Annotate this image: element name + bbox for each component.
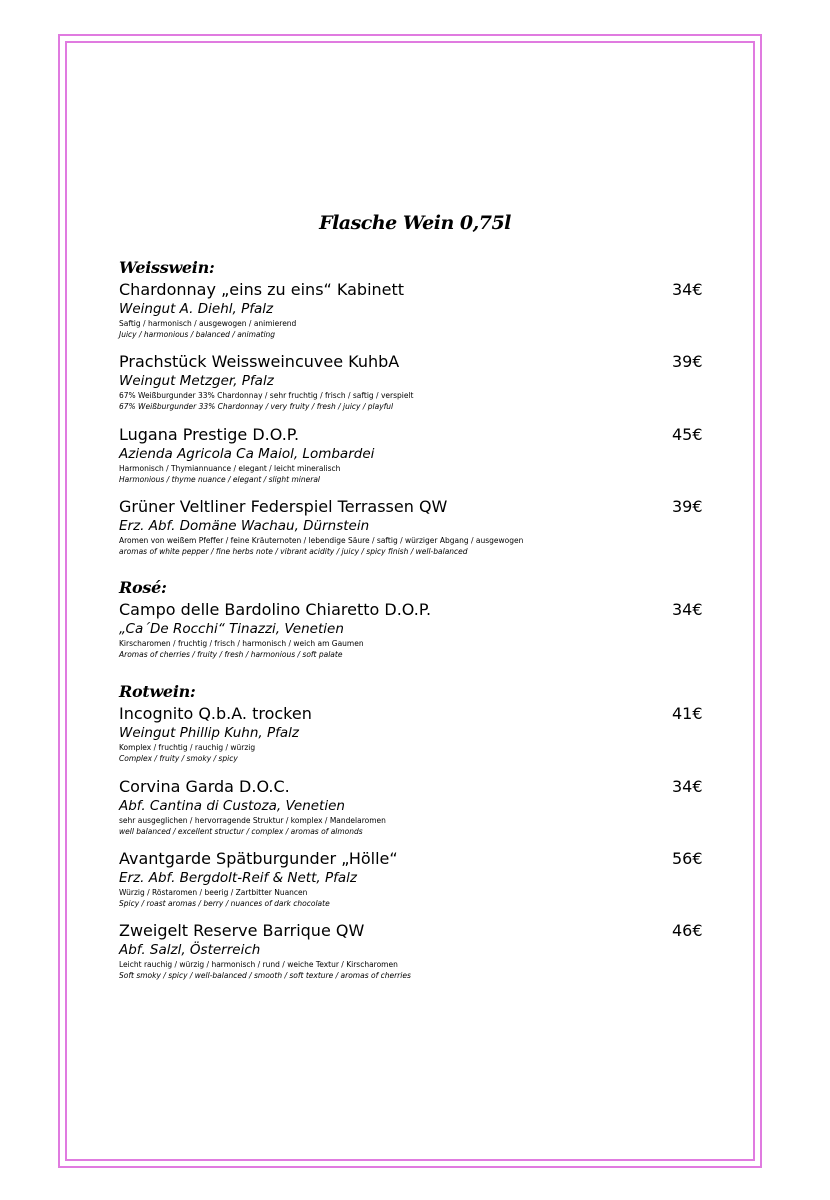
wine-price: 34€ — [672, 777, 703, 796]
wine-producer: Weingut A. Diehl, Pfalz — [119, 301, 274, 317]
wine-producer: Weingut Phillip Kuhn, Pfalz — [119, 725, 299, 741]
wine-description-de: 67% Weißburgunder 33% Chardonnay / sehr fruchtig / frisch / saftig / verspielt — [119, 391, 414, 400]
wine-name: Incognito Q.b.A. trocken — [119, 704, 312, 723]
wine-description-de: Harmonisch / Thymiannuance / elegant / leicht mineralisch — [119, 464, 341, 473]
wine-name: Chardonnay „eins zu eins“ Kabinett — [119, 280, 405, 299]
wine-price: 34€ — [672, 600, 703, 619]
section-heading-weisswein: Weisswein: — [119, 258, 215, 277]
section-heading-rose: Rosé: — [119, 578, 167, 597]
wine-name: Lugana Prestige D.O.P. — [119, 425, 300, 444]
wine-description-en: well balanced / excellent structur / complex / aromas of almonds — [119, 827, 363, 836]
wine-price: 41€ — [672, 704, 703, 723]
wine-name: Zweigelt Reserve Barrique QW — [119, 921, 365, 940]
wine-description-de: Komplex / fruchtig / rauchig / würzig — [119, 743, 256, 752]
wine-description-de: Leicht rauchig / würzig / harmonisch / rund / weiche Textur / Kirscharomen — [119, 960, 398, 969]
wine-description-en: aromas of white pepper / fine herbs note / vibrant acidity / juicy / spicy finish / well-balanced — [119, 547, 468, 556]
wine-description-en: Aromas of cherries / fruity / fresh / harmonious / soft palate — [119, 650, 343, 659]
section-heading-rotwein: Rotwein: — [119, 682, 196, 701]
wine-name: Corvina Garda D.O.C. — [119, 777, 290, 796]
wine-producer: Erz. Abf. Bergdolt-Reif & Nett, Pfalz — [119, 870, 357, 886]
wine-price: 39€ — [672, 497, 703, 516]
wine-name: Avantgarde Spätburgunder „Hölle“ — [119, 849, 398, 868]
wine-description-en: Spicy / roast aromas / berry / nuances of dark chocolate — [119, 899, 330, 908]
wine-price: 45€ — [672, 425, 703, 444]
wine-description-en: Harmonious / thyme nuance / elegant / slight mineral — [119, 475, 321, 484]
wine-price: 56€ — [672, 849, 703, 868]
wine-description-de: Aromen von weißem Pfeffer / feine Kräuternoten / lebendige Säure / saftig / würziger Abgang / ausgewogen — [119, 536, 524, 545]
wine-name: Campo delle Bardolino Chiaretto D.O.P. — [119, 600, 432, 619]
wine-description-de: Kirscharomen / fruchtig / frisch / harmonisch / weich am Gaumen — [119, 639, 364, 648]
wine-description-de: sehr ausgeglichen / hervorragende Struktur / komplex / Mandelaromen — [119, 816, 386, 825]
wine-producer: Abf. Salzl, Österreich — [119, 942, 261, 958]
wine-price: 39€ — [672, 352, 703, 371]
wine-price: 46€ — [672, 921, 703, 940]
wine-price: 34€ — [672, 280, 703, 299]
wine-description-de: Saftig / harmonisch / ausgewogen / animierend — [119, 319, 297, 328]
wine-description-en: Soft smoky / spicy / well-balanced / smooth / soft texture / aromas of cherries — [119, 971, 411, 980]
wine-description-en: Complex / fruity / smoky / spicy — [119, 754, 238, 763]
wine-description-en: Juicy / harmonious / balanced / animating — [119, 330, 276, 339]
wine-producer: Abf. Cantina di Custoza, Venetien — [119, 798, 345, 814]
wine-producer: Erz. Abf. Domäne Wachau, Dürnstein — [119, 518, 370, 534]
wine-name: Prachstück Weissweincuvee KuhbA — [119, 352, 400, 371]
wine-description-en: 67% Weißburgunder 33% Chardonnay / very fruity / fresh / juicy / playful — [119, 402, 394, 411]
wine-producer: Weingut Metzger, Pfalz — [119, 373, 274, 389]
wine-name: Grüner Veltliner Federspiel Terrassen QW — [119, 497, 448, 516]
wine-producer: „Ca´De Rocchi“ Tinazzi, Venetien — [119, 621, 344, 637]
wine-producer: Azienda Agricola Ca Maiol, Lombardei — [119, 446, 375, 462]
wine-description-de: Würzig / Röstaromen / beerig / Zartbitter Nuancen — [119, 888, 308, 897]
menu-title: Flasche Wein 0,75l — [319, 212, 511, 234]
